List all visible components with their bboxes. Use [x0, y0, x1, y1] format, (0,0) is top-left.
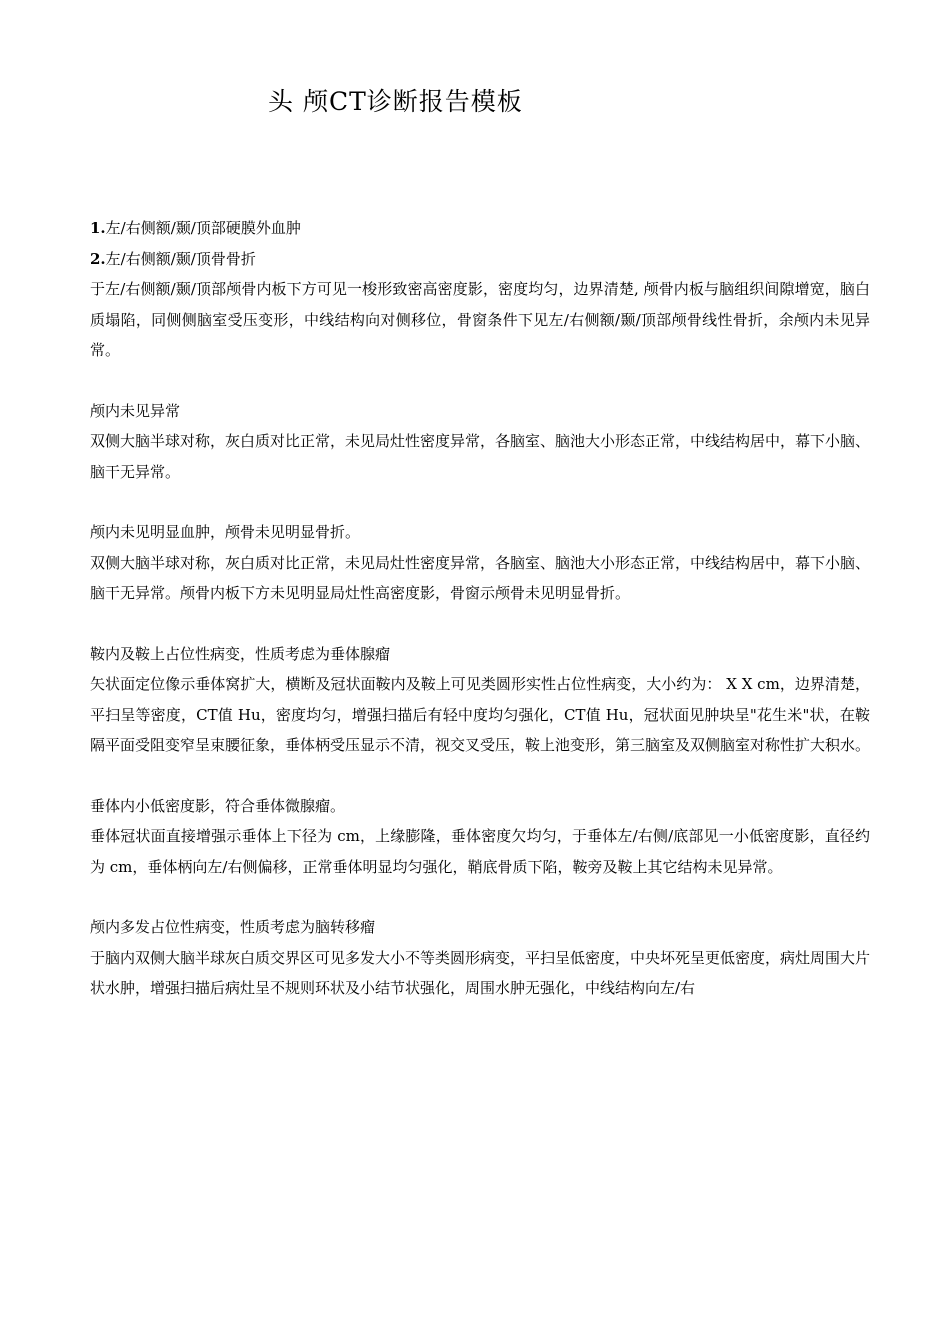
document-title: 头 颅CT诊断报告模板: [268, 87, 523, 116]
section-heading: 垂体内小低密度影，符合垂体微腺瘤。: [90, 796, 346, 815]
section-paragraph: 垂体冠状面直接增强示垂体上下径为 cm，上缘膨隆，垂体密度欠均匀，于垂体左/右侧/底部见一小低密度影，直径约为 cm，垂体柄向左/右侧偏移，正常垂体明显均匀强化，鞘底骨质下陷，鞍旁及鞍上其它结构未见异常。: [90, 827, 870, 876]
section-microadenoma: [90, 791, 870, 883]
list-item: [90, 213, 870, 244]
list-item: [90, 244, 870, 275]
section-paragraph: 于左/右侧额/颞/顶部颅骨内板下方可见一梭形致密高密度影，密度均匀，边界清楚, 颅骨内板与脑组织间隙增宽，脑白质塌陷，同侧侧脑室受压变形，中线结构向对侧移位，骨窗条件下见左/右侧额/颞/顶部颅骨线性骨折，余颅内未见异常。: [90, 280, 870, 359]
list-item-text: 左/右侧额/颞/顶骨骨折: [105, 249, 256, 268]
spacer: [90, 609, 870, 639]
section-paragraph: 双侧大脑半球对称，灰白质对比正常，未见局灶性密度异常，各脑室、脑池大小形态正常，中线结构居中，幕下小脑、脑干无异常。: [90, 432, 871, 481]
section-paragraph: 双侧大脑半球对称，灰白质对比正常，未见局灶性密度异常，各脑室、脑池大小形态正常，中线结构居中，幕下小脑、脑干无异常。颅骨内板下方未见明显局灶性高密度影，骨窗示颅骨未见明显骨折。: [90, 553, 871, 602]
spacer: [90, 882, 870, 912]
spacer: [90, 761, 870, 791]
section-brain-metastasis: [90, 912, 870, 1004]
section-normal: [90, 396, 870, 488]
section-heading: 颅内未见异常: [90, 401, 181, 420]
section-paragraph: 矢状面定位像示垂体窝扩大，横断及冠状面鞍内及鞍上可见类圆形实性占位性病变，大小约为： X X cm，边界清楚，平扫呈等密度，CT值 Hu，密度均匀，增强扫描后有轻中度均匀强化，CT值 Hu，冠状面见肿块呈"花生米"状，在鞍隔平面受阻变窄呈束腰征象，垂体柄受压显示不清，视交叉受压，鞍上池变形，第三脑室及双侧脑室对称性扩大积水。: [90, 675, 871, 754]
section-heading: 颅内多发占位性病变，性质考虑为脑转移瘤: [90, 918, 376, 936]
list-number: 2.: [90, 249, 106, 268]
document-body: [90, 213, 870, 1004]
section-epidural-hematoma: [90, 213, 870, 366]
spacer: [90, 366, 870, 396]
section-heading: 鞍内及鞍上占位性病变，性质考虑为垂体腺瘤: [90, 644, 391, 663]
section-paragraph: 于脑内双侧大脑半球灰白质交界区可见多发大小不等类圆形病变，平扫呈低密度，中央坏死呈更低密度，病灶周围大片状水肿，增强扫描后病灶呈不规则环状及小结节状强化，周围水肿无强化，中线结构向左/右: [90, 948, 871, 997]
spacer: [90, 487, 870, 517]
section-pituitary-adenoma: [90, 639, 870, 761]
section-no-hematoma: [90, 517, 870, 609]
list-number: 1.: [90, 219, 106, 237]
section-heading: 颅内未见明显血肿，颅骨未见明显骨折。: [90, 523, 361, 541]
list-item-text: 左/右侧额/颞/顶部硬膜外血肿: [105, 219, 301, 237]
